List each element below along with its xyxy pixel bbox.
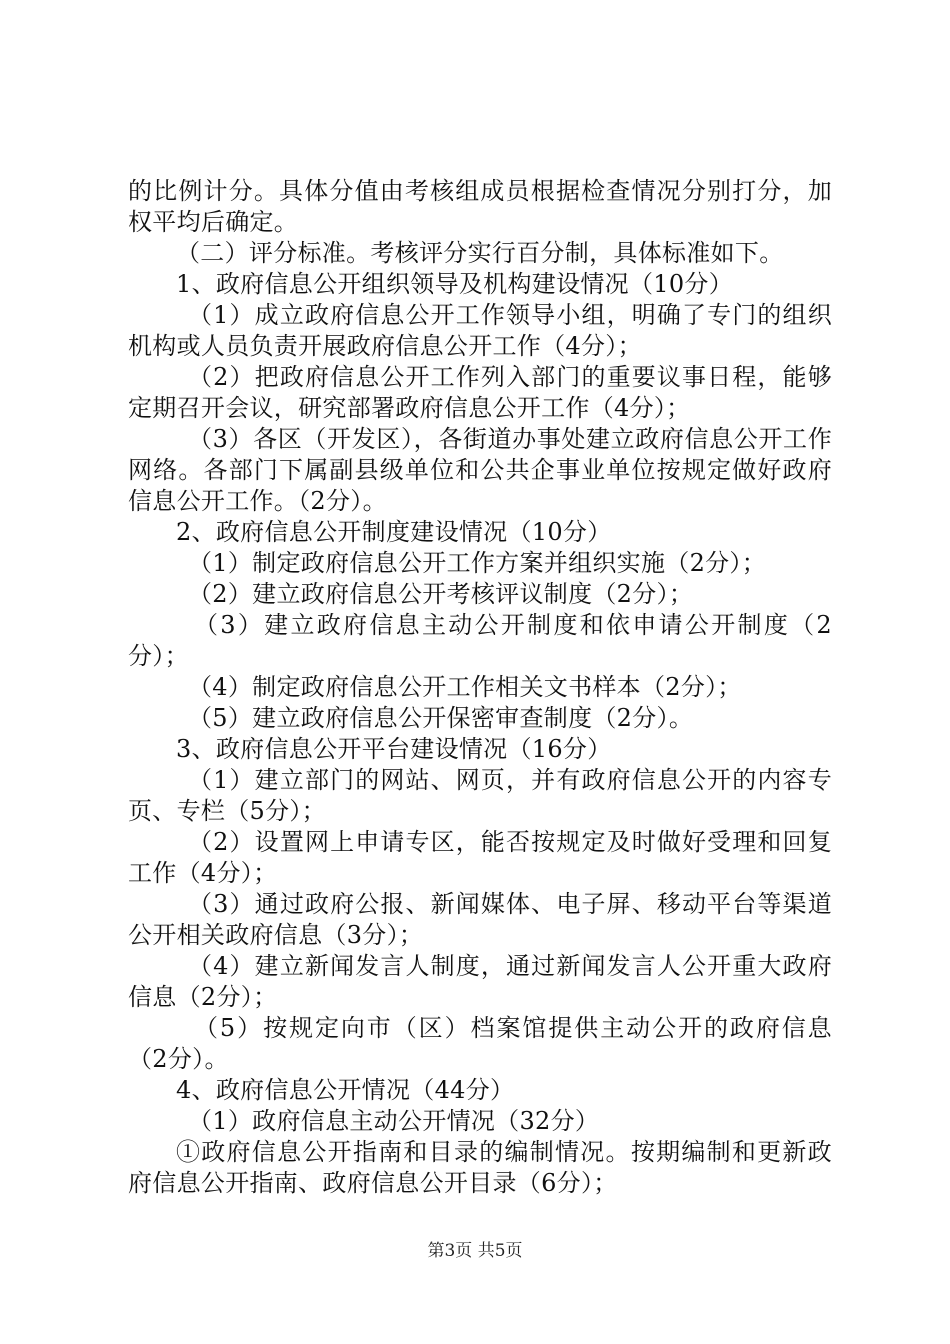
paragraph: （1）成立政府信息公开工作领导小组，明确了专门的组织机构或人员负责开展政府信息公开工作（4分）； bbox=[128, 301, 832, 360]
paragraph: ①政府信息公开指南和目录的编制情况。按期编制和更新政府信息公开指南、政府信息公开目录（6分）； bbox=[128, 1138, 832, 1197]
section-heading: 3、政府信息公开平台建设情况（16分） bbox=[176, 735, 612, 763]
section-heading: 2、政府信息公开制度建设情况（10分） bbox=[176, 518, 612, 546]
section-heading: 4、政府信息公开情况（44分） bbox=[176, 1076, 515, 1104]
paragraph: （5）按规定向市（区）档案馆提供主动公开的政府信息（2分）。 bbox=[128, 1014, 832, 1073]
paragraph: （2）把政府信息公开工作列入部门的重要议事日程，能够定期召开会议，研究部署政府信息公开工作（4分）； bbox=[128, 363, 832, 422]
document-body bbox=[128, 176, 832, 1199]
paragraph: （5）建立政府信息公开保密审查制度（2分）。 bbox=[188, 704, 694, 732]
paragraph: （1）建立部门的网站、网页，并有政府信息公开的内容专页、专栏（5分）； bbox=[128, 766, 832, 825]
paragraph: （3）通过政府公报、新闻媒体、电子屏、移动平台等渠道公开相关政府信息（3分）； bbox=[128, 890, 832, 949]
paragraph: （3）各区（开发区），各街道办事处建立政府信息公开工作网络。各部门下属副县级单位和公共企事业单位按规定做好政府信息公开工作。（2分）。 bbox=[128, 425, 832, 515]
paragraph: （1）制定政府信息公开工作方案并组织实施（2分）； bbox=[188, 549, 767, 577]
paragraph: （4）建立新闻发言人制度，通过新闻发言人公开重大政府信息（2分）； bbox=[128, 952, 832, 1011]
page-footer bbox=[0, 1240, 950, 1262]
paragraph: （1）政府信息主动公开情况（32分） bbox=[188, 1107, 600, 1135]
paragraph: （二）评分标准。考核评分实行百分制，具体标准如下。 bbox=[176, 239, 784, 267]
page-number: 第3页 共5页 bbox=[427, 1241, 523, 1261]
paragraph: （2）建立政府信息公开考核评议制度（2分）； bbox=[188, 580, 694, 608]
paragraph: （4）制定政府信息公开工作相关文书样本（2分）； bbox=[188, 673, 742, 701]
paragraph: （3）建立政府信息主动公开制度和依申请公开制度（2分）； bbox=[128, 611, 832, 670]
section-heading: 1、政府信息公开组织领导及机构建设情况（10分） bbox=[176, 270, 734, 298]
paragraph: （2）设置网上申请专区，能否按规定及时做好受理和回复工作（4分）； bbox=[128, 828, 832, 887]
paragraph: 的比例计分。具体分值由考核组成员根据检查情况分别打分，加权平均后确定。 bbox=[128, 177, 832, 236]
